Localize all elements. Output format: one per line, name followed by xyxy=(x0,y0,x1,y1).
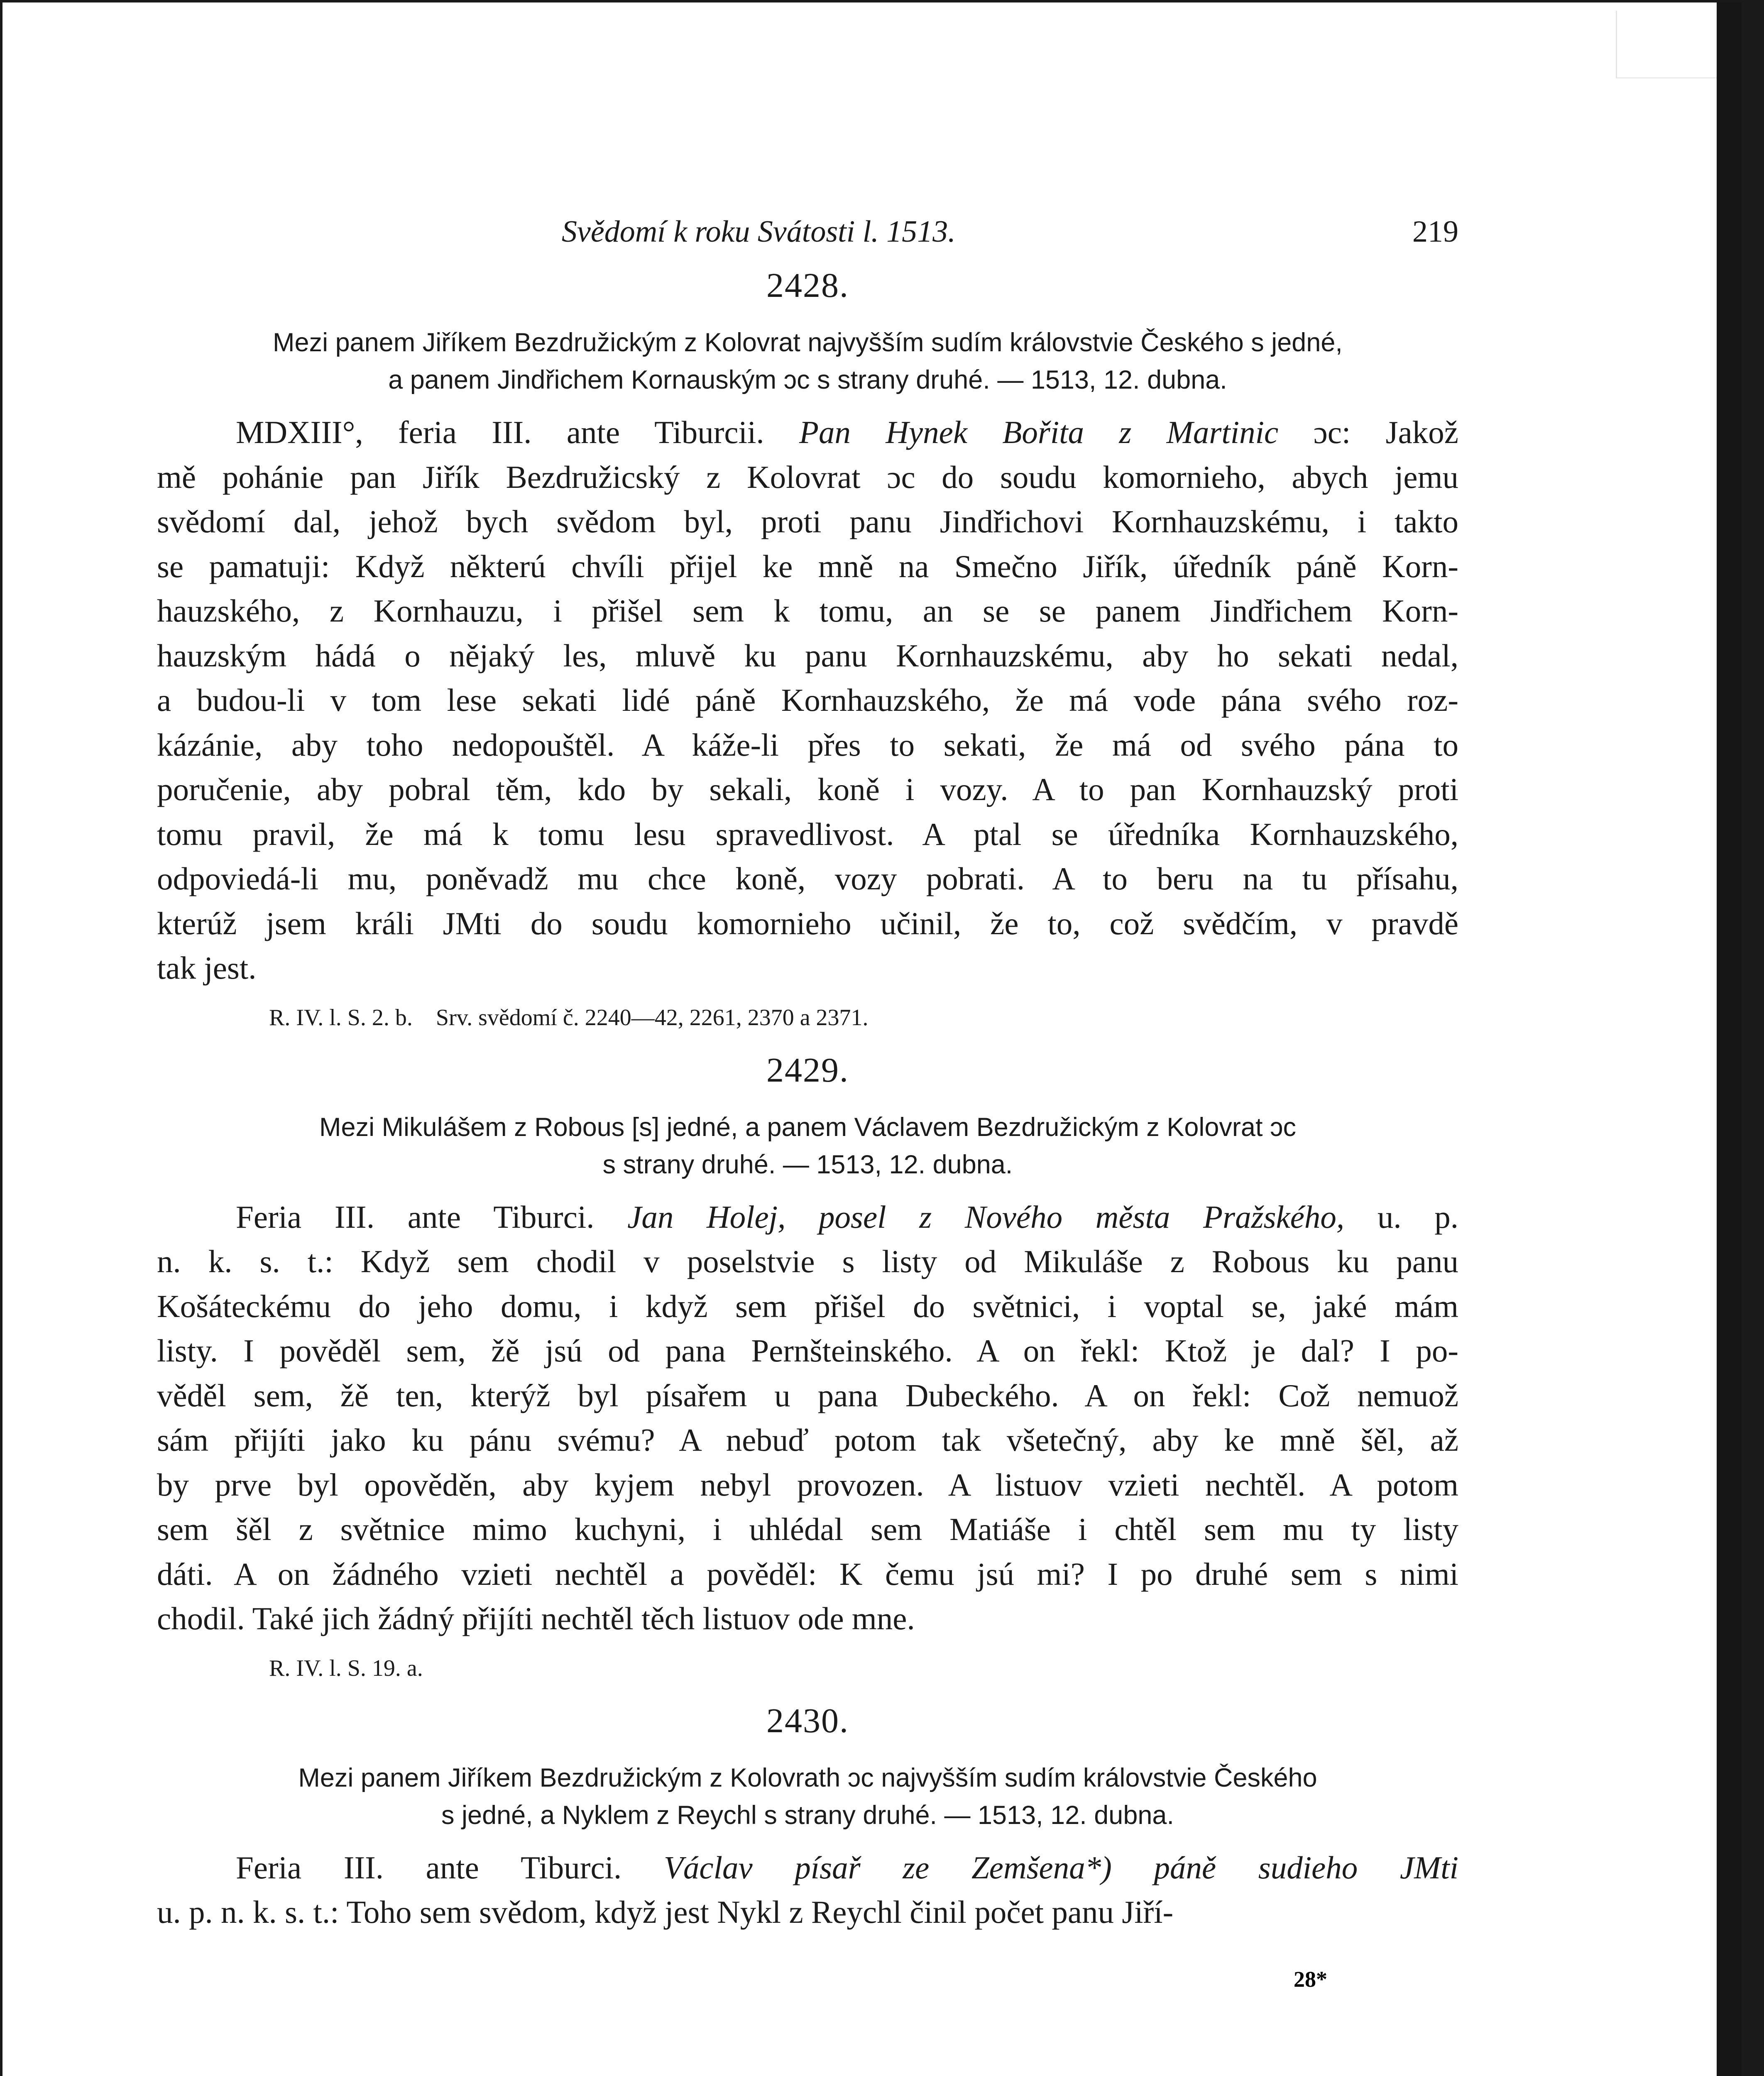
body-line xyxy=(157,1239,1458,1284)
body-line xyxy=(157,1846,1458,1890)
body-line-text: ɔc: Jakož xyxy=(1278,414,1458,450)
body-line-text: Feria III. ante Tiburci. xyxy=(236,1849,664,1885)
body-line-text: mě pohánie pan Jiřík Bezdružicský z Kolovrat ɔc do soudu komornieho, abych jemu xyxy=(157,459,1458,495)
entry-number: 2428. xyxy=(766,266,849,305)
body-line-text: dáti. A on žádného vzieti nechtěl a pověděl: K čemu jsú mi? I po druhé sem s nimi xyxy=(157,1556,1458,1592)
body-line-text: svědomí dal, jehož bych svědom byl, proti panu Jindřichovi Kornhauzskému, i takto xyxy=(157,504,1458,539)
body-line xyxy=(157,1596,1458,1641)
regest-line: Mezi panem Jiříkem Bezdružickým z Kolovrat najvyšším sudím královstvie Českého s jedné, xyxy=(273,328,1343,357)
body-line-text: Košáteckému do jeho domu, i když sem přišel do světnici, i voptal se, jaké mám xyxy=(157,1288,1458,1324)
entry-number: 2429. xyxy=(766,1050,849,1089)
body-line xyxy=(157,1463,1458,1508)
page-text-area xyxy=(157,206,1458,1935)
body-line-text: u. p. n. k. s. t.: Toho sem svědom, když jest Nykl z Reychl činil počet panu Jiří- xyxy=(157,1894,1174,1930)
witness-name: Václav písař ze Zemšena*) páně sudieho JMti xyxy=(663,1849,1459,1885)
body-line-text: poručenie, aby pobral těm, kdo by sekali, koně i vozy. A to pan Kornhauzský proti xyxy=(157,771,1458,807)
body-line xyxy=(157,723,1458,768)
entries-container xyxy=(157,268,1458,1935)
body-line xyxy=(157,1284,1458,1329)
running-head xyxy=(157,206,1458,252)
body-line-text: kázánie, aby toho nedopouštěl. A káže-li přes to sekati, že má od svého pána to xyxy=(157,727,1458,763)
scanned-page xyxy=(2,2,1742,2076)
body-line-text: a budou-li v tom lese sekati lidé páně Kornhauzského, že má vode pána svého roz- xyxy=(157,682,1458,718)
body-line xyxy=(157,767,1458,812)
entry-body xyxy=(157,1195,1458,1641)
body-line xyxy=(157,634,1458,678)
body-line xyxy=(157,1418,1458,1463)
regest-line: a panem Jindřichem Kornauským ɔc s strany druhé. — 1513, 12. dubna. xyxy=(388,365,1227,394)
body-line xyxy=(157,1890,1458,1935)
body-line-text: chodil. Také jich žádný přijíti nechtěl těch listuov ode mne. xyxy=(157,1601,915,1636)
entry-body xyxy=(157,410,1458,991)
source-reference: R. IV. l. S. 19. a. xyxy=(269,1655,423,1681)
body-line xyxy=(157,1552,1458,1597)
body-line-text: odpoviedá-li mu, poněvadž mu chce koně, vozy pobrati. A to beru na tu přísahu, xyxy=(157,861,1458,896)
body-line-text: MDXIII°, feria III. ante Tiburcii. xyxy=(236,414,799,450)
witness-name: Jan Holej, posel z Nového města Pražského, xyxy=(627,1199,1345,1235)
body-line xyxy=(157,499,1458,544)
body-line-text: tak jest. xyxy=(157,950,257,986)
body-line xyxy=(157,1329,1458,1373)
body-line-text: sem šěl z světnice mimo kuchyni, i uhlédal sem Matiáše i chtěl sem mu ty listy xyxy=(157,1511,1458,1547)
entry-regest xyxy=(157,1109,1458,1183)
body-line-text: listy. I pověděl sem, žě jsú od pana Pernšteinského. A on řekl: Ktož je dal? I po- xyxy=(157,1333,1458,1368)
body-line xyxy=(157,678,1458,723)
witness-name: Pan Hynek Bořita z Martinic xyxy=(799,414,1279,450)
body-line xyxy=(157,1507,1458,1552)
body-line-text: sám přijíti jako ku pánu svému? A nebuď potom tak všetečný, aby ke mně šěl, až xyxy=(157,1422,1458,1458)
body-line-text: Feria III. ante Tiburci. xyxy=(236,1199,628,1235)
source-reference: R. IV. l. S. 2. b. Srv. svědomí č. 2240—42, 2261, 2370 a 2371. xyxy=(269,1004,869,1031)
entry-regest xyxy=(157,1759,1458,1834)
scan-edge xyxy=(1717,2,1742,2076)
body-line xyxy=(157,410,1458,455)
signature-mark: 28* xyxy=(1294,1967,1327,1992)
regest-line: Mezi panem Jiříkem Bezdružickým z Kolovrath ɔc najvyšším sudím královstvie Českého xyxy=(298,1763,1317,1792)
entry-body xyxy=(157,1846,1458,1935)
regest-line: s strany druhé. — 1513, 12. dubna. xyxy=(602,1150,1013,1179)
regest-line: Mezi Mikulášem z Robous [s] jedné, a panem Václavem Bezdružickým z Kolovrat ɔc xyxy=(319,1112,1296,1142)
running-title: Svědomí k roku Svátosti l. 1513. xyxy=(562,215,956,249)
page-number: 219 xyxy=(1412,215,1458,249)
body-line xyxy=(157,901,1458,946)
body-line xyxy=(157,455,1458,500)
regest-line: s jedné, a Nyklem z Reychl s strany druhé. — 1513, 12. dubna. xyxy=(441,1800,1174,1830)
body-line xyxy=(157,857,1458,901)
entry-number: 2430. xyxy=(766,1701,849,1740)
body-line xyxy=(157,946,1458,991)
body-line xyxy=(157,589,1458,634)
body-line xyxy=(157,1373,1458,1418)
body-line-text: věděl sem, žě ten, kterýž byl písařem u pana Dubeckého. A on řekl: Což nemuož xyxy=(157,1377,1458,1413)
body-line-text: by prve byl opověděn, aby kyjem nebyl provozen. A listuov vzieti nechtěl. A potom xyxy=(157,1466,1458,1503)
body-line xyxy=(157,544,1458,589)
body-line-text: hauzským hádá o nějaký les, mluvě ku panu Kornhauzskému, aby ho sekati nedal, xyxy=(157,637,1458,673)
body-line-text: u. p. xyxy=(1344,1199,1459,1235)
body-line-text: hauzského, z Kornhauzu, i přišel sem k tomu, an se se panem Jindřichem Korn- xyxy=(157,593,1458,629)
scan-corner-artifact xyxy=(1616,11,1717,78)
body-line-text: tomu pravil, že má k tomu lesu spravedlivost. A ptal se úředníka Kornhauzského, xyxy=(157,816,1458,852)
body-line-text: kterúž jsem králi JMti do soudu komornieho učinil, že to, což svědčím, v pravdě xyxy=(157,905,1458,941)
body-line-text: n. k. s. t.: Když sem chodil v poselstvie s listy od Mikuláše z Robous ku panu xyxy=(157,1244,1458,1279)
body-line xyxy=(157,812,1458,857)
entry-regest xyxy=(157,324,1458,399)
body-line-text: se pamatuji: Když některú chvíli přijel ke mně na Smečno Jiřík, úředník páně Korn- xyxy=(157,548,1458,584)
body-line xyxy=(157,1195,1458,1240)
